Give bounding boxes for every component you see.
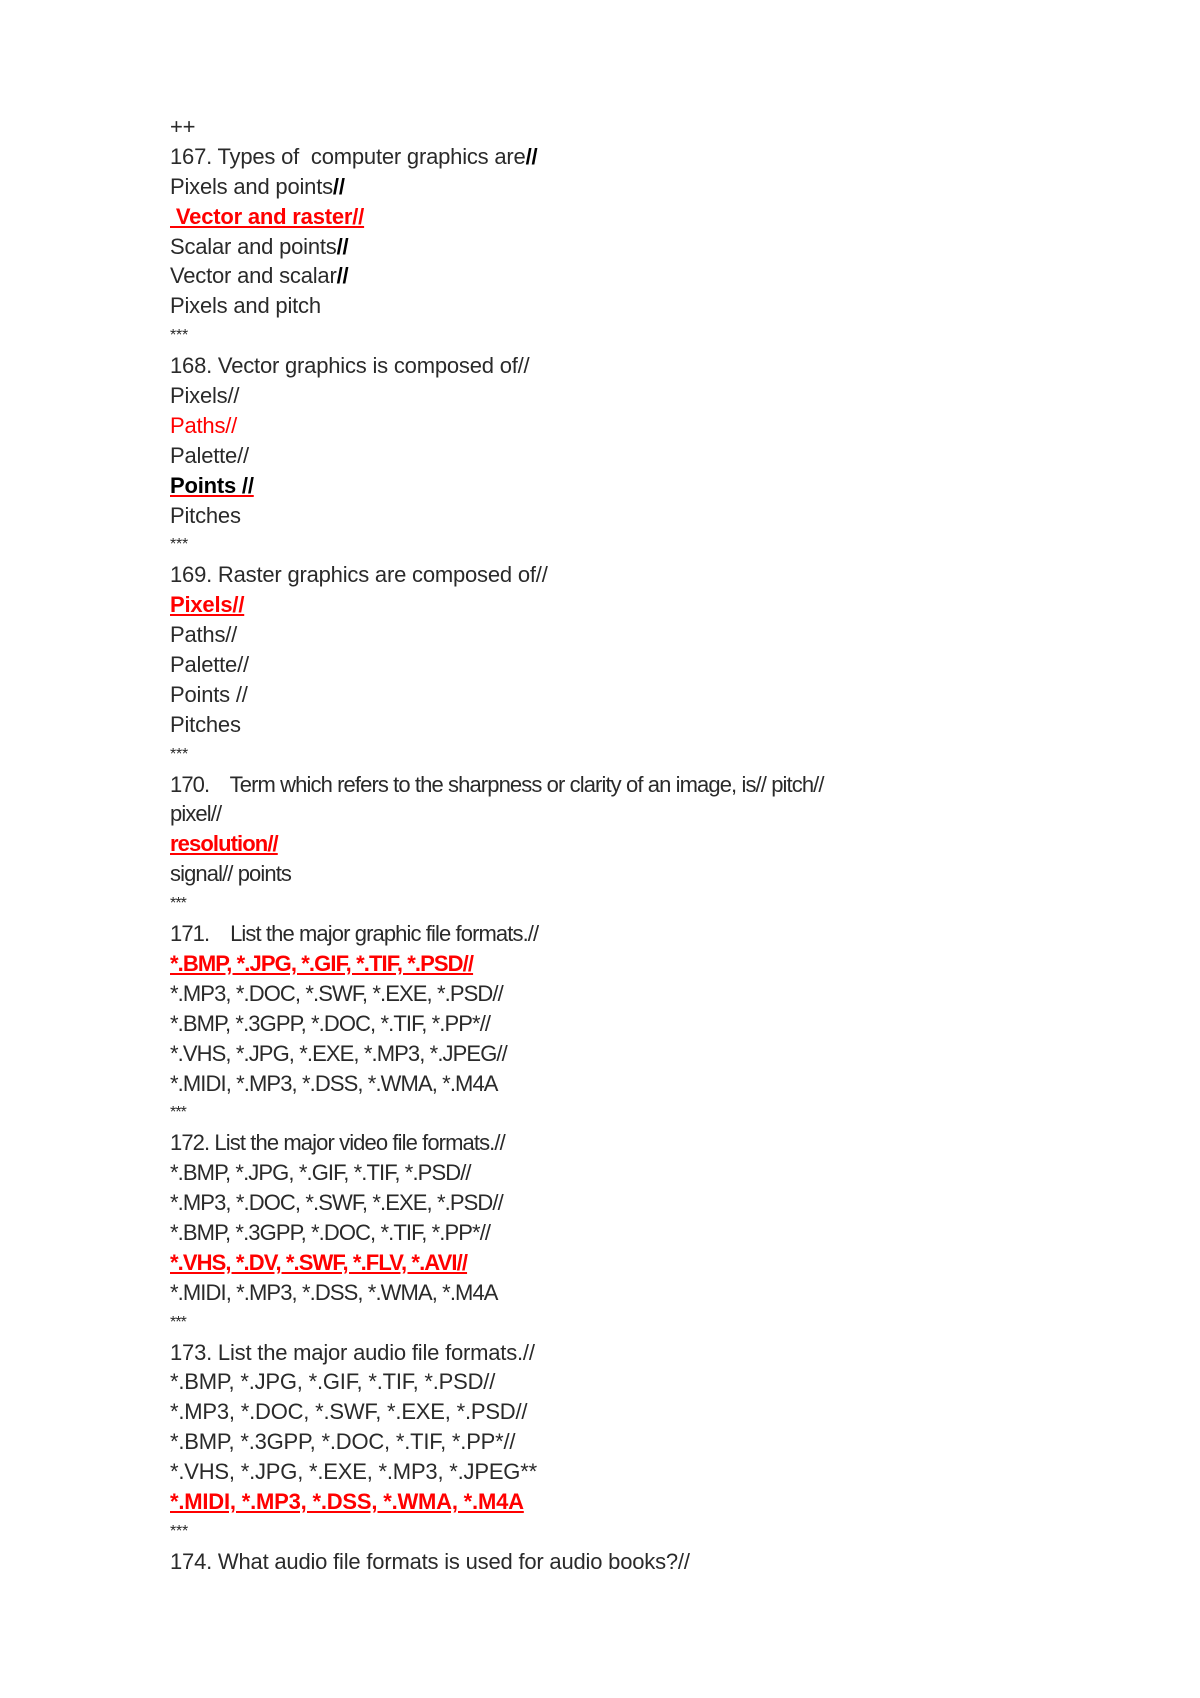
option-line [170, 381, 1070, 411]
option-line [170, 471, 1070, 501]
option-line [170, 1158, 1070, 1188]
separator-line [170, 1517, 1070, 1547]
line-text: *** [170, 745, 189, 763]
separator-line [170, 1098, 1070, 1128]
option-line [170, 979, 1070, 1009]
option-line [170, 650, 1070, 680]
line-text: Points // [170, 472, 254, 498]
separator-line [170, 321, 1070, 351]
line-text: 169. Raster graphics are composed of// [170, 562, 548, 588]
line-text: *.VHS, *.DV, *.SWF, *.FLV, *.AVI// [170, 1249, 468, 1275]
line-text: 167. Types of computer graphics are [170, 143, 526, 169]
question-line [170, 142, 1070, 172]
line-text: pixel// [170, 801, 222, 827]
option-line [170, 291, 1070, 321]
line-text: *** [170, 536, 189, 554]
option-line [170, 799, 1070, 829]
line-text: *.MP3, *.DOC, *.SWF, *.EXE, *.PSD// [170, 980, 503, 1006]
line-text: 172. List the major video file formats.// [170, 1130, 505, 1156]
separator-line [170, 530, 1070, 560]
option-line [170, 620, 1070, 650]
line-text: *.BMP, *.3GPP, *.DOC, *.TIF, *.PP*// [170, 1429, 516, 1455]
line-text: 171. List the major graphic file formats.// [170, 921, 539, 947]
line-text: *.BMP, *.JPG, *.GIF, *.TIF, *.PSD// [170, 1369, 496, 1395]
option-line [170, 1069, 1070, 1099]
question-line [170, 770, 1070, 800]
line-text: *.MIDI, *.MP3, *.DSS, *.WMA, *.M4A [170, 1279, 498, 1305]
separator-line [170, 1308, 1070, 1338]
line-text: *** [170, 895, 186, 913]
line-text: 170. Term which refers to the sharpness or clarity of an image, is// pitch// [170, 771, 824, 797]
option-line [170, 441, 1070, 471]
line-suffix: // [336, 233, 349, 259]
question-line [170, 1128, 1070, 1158]
line-text: Palette// [170, 442, 249, 468]
option-line [170, 1427, 1070, 1457]
line-text: Pixels and points [170, 173, 333, 199]
separator-line [170, 740, 1070, 770]
option-line [170, 1278, 1070, 1308]
answer-option [170, 829, 1070, 859]
line-text: *.BMP, *.JPG, *.GIF, *.TIF, *.PSD// [170, 1160, 471, 1186]
line-text: Points // [170, 681, 248, 707]
option-line [170, 1367, 1070, 1397]
line-text: ++ [170, 114, 196, 139]
line-text: Pixels and pitch [170, 293, 321, 319]
line-text: 168. Vector graphics is composed of// [170, 353, 530, 379]
line-suffix: // [525, 143, 538, 169]
separator-line [170, 889, 1070, 919]
line-text: *** [170, 1522, 189, 1540]
line-text: *.MIDI, *.MP3, *.DSS, *.WMA, *.M4A [170, 1488, 524, 1514]
line-text: Palette// [170, 652, 249, 678]
line-text: 173. List the major audio file formats.// [170, 1339, 535, 1365]
option-line [170, 1218, 1070, 1248]
line-text: *.VHS, *.JPG, *.EXE, *.MP3, *.JPEG** [170, 1459, 537, 1485]
line-text: Paths// [170, 622, 238, 648]
line-text: *.VHS, *.JPG, *.EXE, *.MP3, *.JPEG// [170, 1040, 507, 1066]
question-line [170, 1547, 1070, 1577]
line-suffix: // [332, 173, 345, 199]
line-text: *** [170, 1104, 186, 1122]
line-text: Vector and raster// [170, 203, 365, 229]
document-body [170, 112, 1070, 1577]
question-line [170, 919, 1070, 949]
option-line [170, 859, 1070, 889]
line-text: signal// points [170, 861, 292, 887]
line-text: resolution// [170, 831, 278, 857]
line-text: *.MIDI, *.MP3, *.DSS, *.WMA, *.M4A [170, 1070, 498, 1096]
answer-option [170, 1487, 1070, 1517]
line-text: Scalar and points [170, 233, 337, 259]
line-text: *** [170, 327, 189, 345]
option-line [170, 1039, 1070, 1069]
line-text: *.BMP, *.3GPP, *.DOC, *.TIF, *.PP*// [170, 1219, 491, 1245]
option-line [170, 112, 1070, 142]
line-text: 174. What audio file formats is used for audio books?// [170, 1548, 690, 1574]
line-text: *.MP3, *.DOC, *.SWF, *.EXE, *.PSD// [170, 1190, 503, 1216]
option-line [170, 1397, 1070, 1427]
answer-option [170, 202, 1070, 232]
answer-option [170, 590, 1070, 620]
option-line [170, 1457, 1070, 1487]
answer-option [170, 949, 1070, 979]
option-line [170, 710, 1070, 740]
line-text: *.BMP, *.JPG, *.GIF, *.TIF, *.PSD// [170, 950, 474, 976]
answer-option [170, 1248, 1070, 1278]
option-line [170, 501, 1070, 531]
line-text: Paths// [170, 412, 238, 438]
line-text: Pixels// [170, 383, 240, 409]
line-text: *** [170, 1313, 186, 1331]
line-text: Pixels// [170, 592, 245, 618]
question-line [170, 560, 1070, 590]
line-text: Pitches [170, 711, 241, 737]
line-text: Vector and scalar [170, 263, 337, 289]
line-text: *.BMP, *.3GPP, *.DOC, *.TIF, *.PP*// [170, 1010, 491, 1036]
option-line [170, 232, 1070, 262]
option-line [170, 411, 1070, 441]
option-line [170, 1188, 1070, 1218]
option-line [170, 680, 1070, 710]
line-text: *.MP3, *.DOC, *.SWF, *.EXE, *.PSD// [170, 1399, 528, 1425]
option-line [170, 261, 1070, 291]
question-line [170, 351, 1070, 381]
line-text: Pitches [170, 502, 241, 528]
line-suffix: // [336, 263, 349, 289]
option-line [170, 172, 1070, 202]
option-line [170, 1009, 1070, 1039]
question-line [170, 1338, 1070, 1368]
